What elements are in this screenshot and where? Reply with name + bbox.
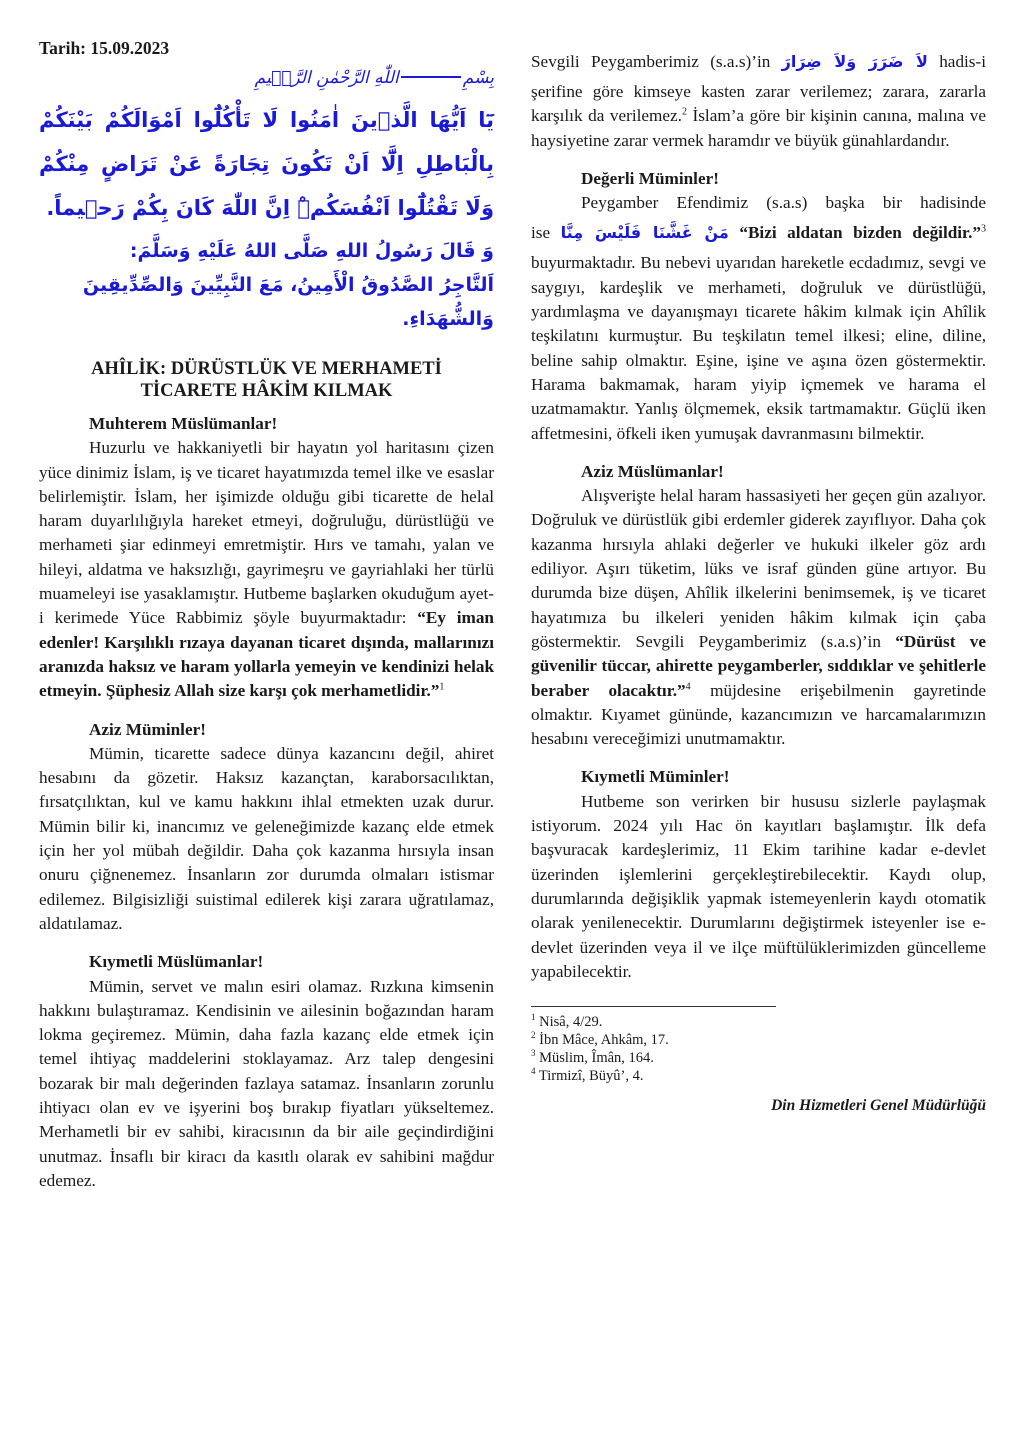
hadith-arabic: اَلتَّاجِرُ الصَّدُوقُ الْأَمِينُ، مَعَ النَّبِيِّينَ وَالصِّدِّيقِينَ وَالشُّهَدَاءِ. xyxy=(82,274,494,330)
section-paragraph xyxy=(531,215,986,251)
footnote-ref: 4 xyxy=(685,680,691,692)
section-paragraph xyxy=(531,80,986,153)
paragraph-text: Sevgili Peygamberimiz (s.a.s)’in xyxy=(531,52,782,71)
footnote-item xyxy=(531,1067,986,1085)
basmala-calligraphy xyxy=(39,68,494,98)
footnote-ref: 2 xyxy=(681,106,687,118)
hadith-translation-quote: “Dürüst ve güvenilir tüccar, ahirette peygamberler, sıddıklar ve şehitlerle beraber olacaktır.” xyxy=(531,631,986,700)
section-heading: Kıymetli Müslümanlar! xyxy=(89,952,264,972)
footnote-text: Müslim, Îmân, 164. xyxy=(539,1050,654,1067)
paragraph-text: müjdesine erişebilmenin gayretinde olmaktır. Kıyamet gününde, kazancımızın ve harcamalarımızın hesabını vereceğimizi unutmamaktır. xyxy=(531,680,986,749)
paragraph-text: Huzurlu ve hakkaniyetli bir hayatın yol haritasını çizen yüce dinimiz İslam, iş ve ticaret hayatımızda temel ilke ve esaslar belirlemiştir. İslam, her işimizde olduğu gibi ticarette de helal haram duyarlılığıyla hareket etmeyi, doğruluğu, dürüstlüğü ve merhameti şiar edinmeyi emretmiştir. Hırs ve tamahı, yalan ve hileyi, aldatma ve haksızlığı, gayrimeşru ve gayriahlaki her türlü muameleyi ise yasaklamıştır. Hutbeme başlarken okuduğum ayet-i kerimede Yüce Rabbimiz şöyle buyurmaktadır: xyxy=(39,438,494,628)
footnote-text: Nisâ, 4/29. xyxy=(539,1014,603,1031)
footnote-number: 3 xyxy=(531,1048,536,1059)
date-label: Tarih: 15.09.2023 xyxy=(39,38,170,58)
footnote-text: İbn Mâce, Ahkâm, 17. xyxy=(539,1032,669,1049)
title-line-2: TİCARETE HÂKİM KILMAK xyxy=(140,381,393,401)
section-heading: Aziz Müminler! xyxy=(89,719,206,739)
footnote-number: 4 xyxy=(531,1066,536,1077)
footnote-item xyxy=(531,1049,986,1067)
basmala-right: اللّٰهِ الرَّحْمٰنِ الرَّح۪يمِ xyxy=(254,68,399,88)
section-heading: Değerli Müminler! xyxy=(581,168,719,188)
hadith-translation-quote: “Bizi aldatan bizden değildir.” xyxy=(728,223,981,243)
section-paragraph: buyurmaktadır. Bu nebevi uyarıdan hareketle ecdadımız, sevgi ve saygıyı, kardeşlik ve merhameti, doğruluk ve dürüstlüğü, yardımlaşma ve dayanışmayı ticarete hâkim kılmak için Ahîlik teşkilatını kurmuştur. Bu teşkilatın temel ilkesi; eline, diline, beline sahip olmaktır. Eşine, işine ve aşına özen göstermektir. Harama bakmamak, haram yiyip içmemek ve harama el uzatmamaktır. Yanlış ölçmemek, eksik tartmamaktır. Güçlü iken affetmesini, öfkeli iken yumuşak davranmasını bilmektir. xyxy=(531,253,986,443)
sermon-title xyxy=(39,358,494,402)
basmala-stretch xyxy=(401,76,461,78)
section-heading: Muhterem Müslümanlar! xyxy=(89,414,278,433)
paragraph-text: şerifine göre kimseye kasten zarar verilemez; zarara, zararla karşılık da verilemez. xyxy=(531,82,986,126)
footnote-text: Tirmizî, Büyû’, 4. xyxy=(538,1068,644,1085)
ayah-translation-quote: “Ey iman edenler! Karşılıklı rızaya dayanan ticaret dışında, mallarınızı aranızda haksız ve haram yollarla yemeyin ve kendinizi helak etmeyin. Şüphesiz Allah size karşı çok merhametlidir.” xyxy=(39,608,494,701)
footnotes xyxy=(531,1013,986,1085)
section-paragraph xyxy=(39,436,494,703)
paragraph-text: ise xyxy=(531,223,561,243)
footnote-ref: 1 xyxy=(439,681,445,693)
title-line-1: AHÎLİK: DÜRÜSTLÜK VE MERHAMETİ xyxy=(91,359,442,379)
footnote-ref: 3 xyxy=(981,223,986,235)
section-paragraph: Mümin, ticarette sadece dünya kazancını değil, ahiret hesabını da gözetir. Haksız kazançtan, karaborsacılıktan, fırsatçılıktan, kul ve kamu hakkını ihlal etmekten uzak durur. Mümin bilir ki, inancımız ve geleneğimizde kazanç elde etmek için her yol mübah değildir. Daha çok kazanma hırsıyla insan onuru çiğnenemez. İnsanların zor durumda olmaları istismar edilemez. Bilgisizliği suistimal edilerek kişi zarara uğratılamaz, aldatılamaz. xyxy=(39,743,494,933)
signature: Din Hizmetleri Genel Müdürlüğü xyxy=(771,1097,986,1115)
basmala-left: بِسْمِ xyxy=(462,68,494,88)
section-paragraph xyxy=(531,484,986,751)
right-column xyxy=(531,36,986,1115)
footnote-divider xyxy=(531,1006,776,1007)
section-paragraph: Hutbeme son verirken bir hususu sizlerle paylaşmak istiyorum. 2024 yılı Hac ön kayıtları başlamıştır. İlk defa başvuracak kardeşlerimiz, 11 Ekim tarihine kadar e-devlet üzerinden işlemlerini gerçekleştirebilecektir. Kaydı olup, durumlarında değişiklik yapmak istemeyenlerin kaydı otomatik olarak yenilenecektir. Durumlarını değiştirmek isteyenler ise e-devlet üzerinden veya il ve ilçe müftülüklerimizden güncelleme yapabilecektir. xyxy=(531,791,986,981)
section-heading: Kıymetli Müminler! xyxy=(581,767,730,787)
section-paragraph: Mümin, servet ve malın esiri olamaz. Rızkına kimsenin hakkını bulaştıramaz. Kendisinin ve ailesinin boğazından haram lokma geçiremez. Mümin, daha fazla kazanç elde etmek için temel ihtiyaç maddelerini stoklayamaz. Arz talep dengesini bozarak bir malı değerinden fazlaya satamaz. İnsanların zorunlu ihtiyacı olan ev ve işyerini boş bırakıp fiyatları yükseltemez. Merhametli bir ev sahibi, kiracısının da bir aile geçindirdiğini unutmaz. İnsaflı bir kiracı da kasıtlı olarak ev sahibini mağdur edemez. xyxy=(39,976,494,1190)
ayah-arabic: يَٓا اَيُّهَا الَّذ۪ينَ اٰمَنُوا لَا تَأْكُلُٓوا اَمْوَالَكُمْ بَيْنَكُمْ بِالْبَاطِلِ اِلَّٓا اَنْ تَكُونَ تِجَارَةً عَنْ تَرَاضٍ مِنْكُمْ وَلَا تَقْتُلُٓوا اَنْفُسَكُمْۜ اِنَّ اللّٰهَ كَانَ بِكُمْ رَح۪يماً. xyxy=(39,108,494,220)
hadith-intro-arabic: وَ قَالَ رَسُولُ اللهِ صَلَّى اللهُ عَلَيْهِ وَسَلَّمَ: xyxy=(129,240,494,262)
footnote-item xyxy=(531,1031,986,1049)
section-heading: Aziz Müslümanlar! xyxy=(581,461,724,481)
footnote-item xyxy=(531,1013,986,1031)
hadith-arabic-inline: لاَ ضَرَرَ وَلاَ ضِرَارَ xyxy=(781,52,928,71)
paragraph-text: Alışverişte helal haram hassasiyeti her geçen gün azalıyor. Doğruluk ve dürüstlük gibi erdemler giderek zayıflıyor. Daha çok kazanma hırsıyla ahlaki değerler ve hukuki ilkeler göz ardı ediliyor. Aşırı tüketim, lüks ve israf günden güne artıyor. Bu durumda bize düşen, Ahîlik ilkelerini benimsemek, iş ve ticaret hayatımıza bu ilkeleri yeniden hâkim kılmak için çaba göstermektir. Sevgili Peygamberimiz (s.a.s)’in xyxy=(531,486,986,651)
footnote-number: 1 xyxy=(531,1012,536,1023)
hadith-arabic-inline: مَنْ غَشَّنَا فَلَيْسَ مِنَّا xyxy=(560,223,729,243)
section-paragraph: Peygamber Efendimiz (s.a.s) başka bir hadisinde xyxy=(581,193,986,213)
footnote-number: 2 xyxy=(531,1030,536,1041)
section-paragraph xyxy=(531,44,986,80)
paragraph-text: İslam’a göre bir kişinin canına, malına ve haysiyetine zarar vermek haramdır ve büyük günahlardandır. xyxy=(531,106,986,150)
left-column xyxy=(39,36,494,1193)
paragraph-text: hadis-i xyxy=(927,52,986,71)
